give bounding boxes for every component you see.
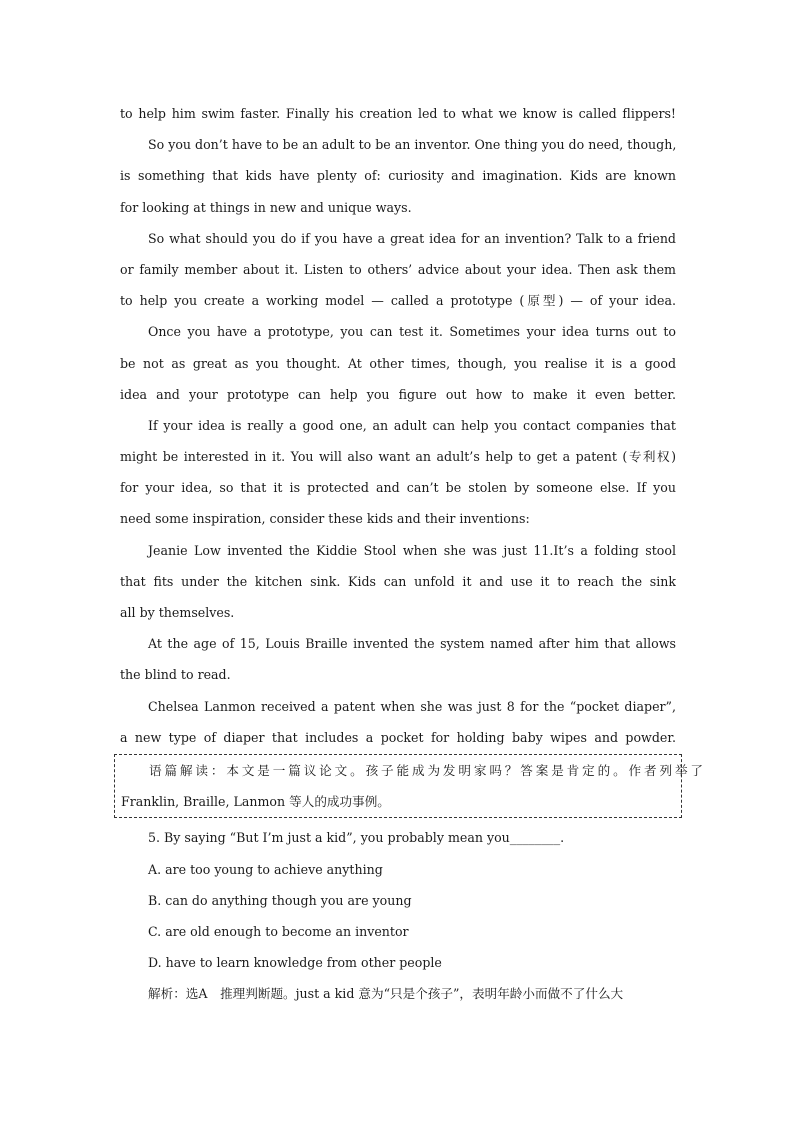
- passage-line: for looking at things in new and unique ways.: [120, 199, 412, 215]
- paragraph-6: [120, 628, 676, 690]
- option-c: C. are old enough to become an inventor: [148, 923, 409, 939]
- paragraph-7: [120, 691, 676, 753]
- passage-line: idea and your prototype can help you figure out how to make it even better.: [120, 386, 676, 402]
- answer-analysis: 解析：选A 推理判断题。just a kid 意为“只是个孩子”，表明年龄小而做不了什么大: [148, 986, 624, 1002]
- summary-line: Franklin, Braille, Lanmon 等人的成功事例。: [121, 794, 390, 810]
- paragraph-5: [120, 535, 676, 629]
- option-a: A. are too young to achieve anything: [148, 861, 383, 877]
- passage-line: the blind to read.: [120, 667, 231, 683]
- passage-line: that fits under the kitchen sink. Kids can unfold it and use it to reach the sink: [120, 573, 676, 589]
- passage-line: So what should you do if you have a great idea for an invention? Talk to a friend: [148, 230, 676, 246]
- summary-box: [114, 754, 703, 818]
- passage-line: need some inspiration, consider these kids and their inventions:: [120, 511, 530, 527]
- passage-line: Jeanie Low invented the Kiddie Stool when she was just 11.It’s a folding stool: [148, 542, 676, 558]
- passage-line: or family member about it. Listen to others’ advice about your idea. Then ask them: [120, 261, 676, 277]
- passage-line: a new type of diaper that includes a pocket for holding baby wipes and powder.: [120, 729, 676, 745]
- passage: [120, 98, 676, 753]
- passage-line: be not as great as you thought. At other times, though, you realise it is a good: [120, 355, 676, 371]
- passage-line: all by themselves.: [120, 605, 235, 620]
- option-b: B. can do anything though you are young: [148, 892, 412, 908]
- paragraph-3: [120, 316, 676, 410]
- passage-line: for your idea, so that it is protected and can’t be stolen by someone else. If you: [120, 480, 676, 496]
- passage-line: So you don’t have to be an adult to be an inventor. One thing you do need, though,: [148, 137, 676, 153]
- summary-line: 语篇解读：本文是一篇议论文。孩子能成为发明家吗？答案是肯定的。作者列举了: [149, 762, 703, 778]
- option-d: D. have to learn knowledge from other people: [148, 955, 442, 971]
- passage-line: is something that kids have plenty of: curiosity and imagination. Kids are known: [120, 168, 676, 184]
- question-stem: 5. By saying “But I’m just a kid”, you probably mean you________.: [148, 830, 565, 846]
- passage-line: Once you have a prototype, you can test it. Sometimes your idea turns out to: [148, 324, 676, 340]
- passage-line: to help you create a working model — called a prototype (原型) — of your idea.: [120, 293, 676, 309]
- paragraph-1: [120, 129, 676, 223]
- question-5: [120, 822, 676, 1009]
- passage-line: Chelsea Lanmon received a patent when she was just 8 for the “pocket diaper”,: [148, 698, 676, 714]
- passage-line: might be interested in it. You will also want an adult’s help to get a patent (专利权): [120, 449, 676, 465]
- passage-line: If your idea is really a good one, an adult can help you contact companies that: [148, 417, 676, 433]
- passage-line: to help him swim faster. Finally his creation led to what we know is called flippers!: [120, 106, 676, 121]
- paragraph-2: [120, 223, 676, 317]
- document-page: [120, 98, 703, 1009]
- paragraph-4: [120, 410, 676, 535]
- passage-line: At the age of 15, Louis Braille invented the system named after him that allows: [148, 636, 676, 652]
